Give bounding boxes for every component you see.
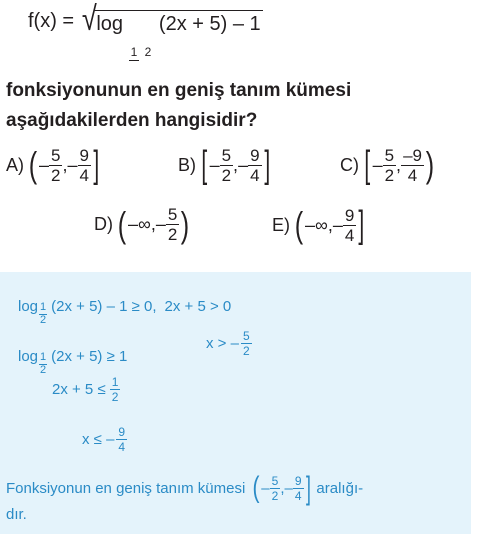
option-c-fraction-1: $\frac{5}{2}$	[384, 145, 395, 185]
solution-conclusion-tail: dır.	[6, 506, 27, 523]
solution-line-1: log $\frac{1}{2}$ (2x + 5) – 1 ≥ 0, 2x + 5 > 0	[18, 297, 232, 326]
solution-log-base-2: $\frac{1}{2}$	[40, 351, 47, 376]
question-text: fonksiyonunun en geniş tanım kümesi aşağıdakilerden hangisidir?	[6, 80, 352, 131]
option-d-fraction: $\frac{5}{2}$	[167, 205, 178, 244]
function-formula	[28, 0, 263, 59]
solution-line-4: x ≤ – $\frac{9}{4}$	[82, 425, 126, 454]
option-c[interactable]: C) [ – $\frac{5}{2}$ , $\frac{-9}{4}$ )	[340, 144, 435, 186]
solution-line-2-right: x > – $\frac{5}{2}$	[206, 329, 250, 358]
option-a[interactable]: A) ( – $\frac{5}{2}$ , – $\frac{9}{4}$ ]	[6, 144, 100, 186]
option-b[interactable]: B) [ – $\frac{5}{2}$ , – $\frac{9}{4}$ ]	[178, 144, 270, 186]
option-e-fraction: $\frac{9}{4}$	[344, 205, 355, 245]
log-argument: (2x + 5) – 1	[158, 13, 261, 35]
radicand	[94, 10, 262, 58]
solution-line-3: 2x + 5 ≤ $\frac{1}{2}$	[52, 375, 119, 404]
option-d[interactable]: D) ( –∞ , – $\frac{5}{2}$ )	[94, 203, 190, 245]
formula-lhs: f(x) =	[28, 10, 75, 32]
option-e[interactable]: E) ( –∞ , – $\frac{9}{4}$ ]	[272, 204, 365, 246]
option-b-fraction-2: $\frac{9}{4}$	[250, 145, 260, 185]
option-b-fraction-1: $\frac{5}{2}$	[221, 145, 232, 185]
option-a-fraction-1: $\frac{5}{2}$	[51, 145, 61, 185]
option-a-fraction-2: $\frac{9}{4}$	[79, 145, 89, 185]
square-root	[80, 0, 263, 59]
solution-conclusion: Fonksiyonun en geniş tanım kümesi ( – $\frac{5}{2}$ ,– $\frac{9}{4}$ ] aralığı-	[6, 470, 364, 506]
log-base-fraction: 1 2	[130, 45, 152, 59]
log-word: log	[96, 13, 124, 35]
solution-line-2: log $\frac{1}{2}$ (2x + 5) ≥ 1	[18, 347, 128, 376]
sqrt-symbol: √	[81, 0, 97, 38]
solution-log-base-1: $\frac{1}{2}$	[40, 301, 47, 326]
option-c-fraction-2: $\frac{-9}{4}$	[403, 145, 422, 185]
solution-box	[0, 272, 471, 534]
